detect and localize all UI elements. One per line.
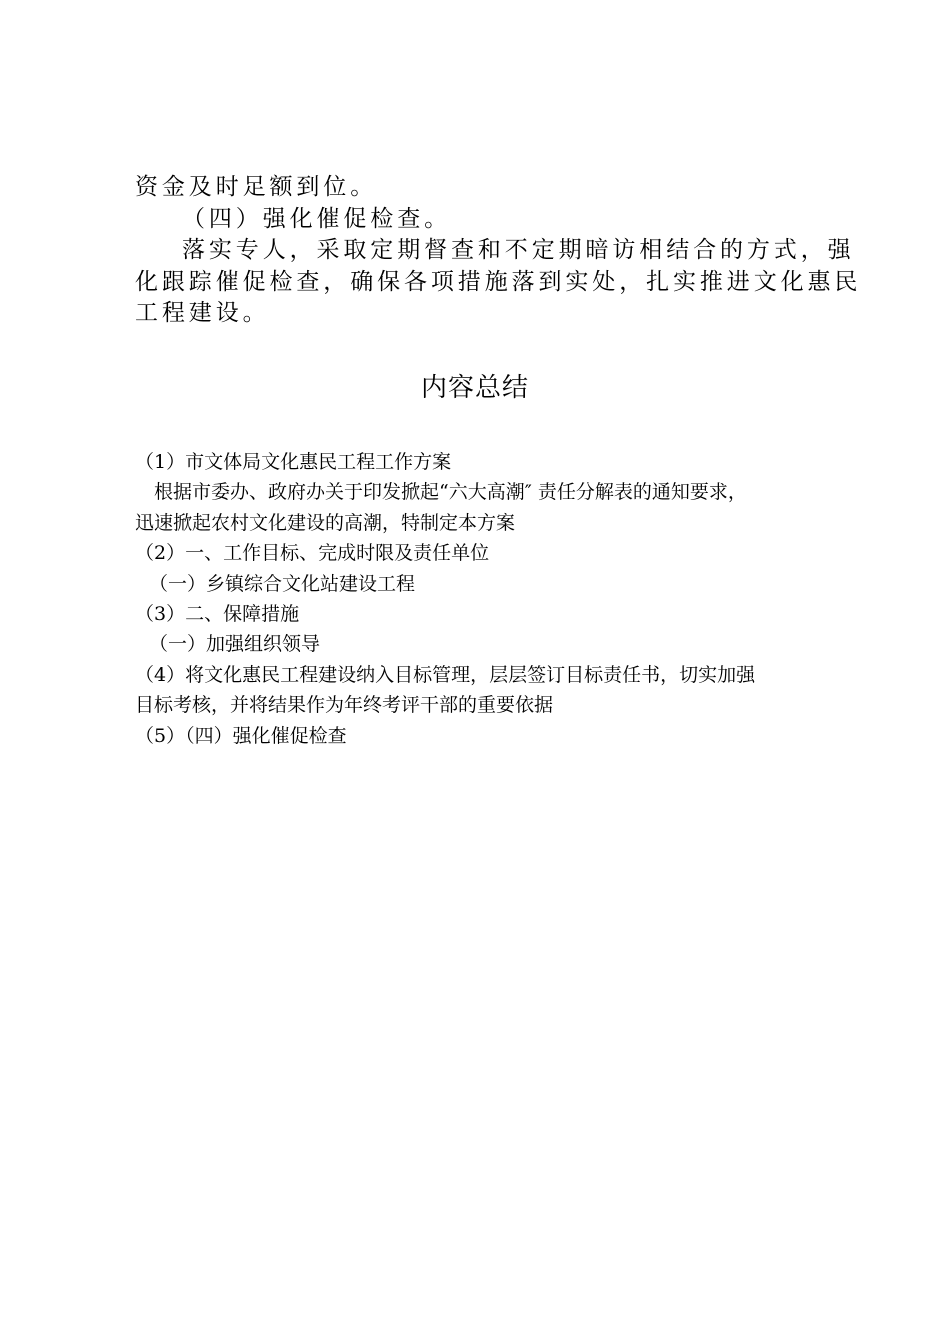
summary-title: 内容总结 [420,373,529,403]
summary-item: （4）将文化惠民工程建设纳入目标管理，层层签订目标责任书，切实加强 [135,663,756,686]
summary-item: （1）市文体局文化惠民工程工作方案 [135,451,452,473]
body-paragraph-line: 工程建设。 [135,300,270,326]
summary-item: （一）加强组织领导 [149,633,321,656]
summary-item: 迅速掀起农村文化建设的高潮，特制定本方案 [135,511,516,534]
summary-item: （3）二、保障措施 [135,603,300,626]
summary-list [135,447,825,751]
body-paragraph-line: 资金及时足额到位。 [135,174,378,200]
summary-item: （2）一、工作目标、完成时限及责任单位 [135,542,490,565]
summary-item: 根据市委办、政府办关于印发掀起“六大高潮″ 责任分解表的通知要求， [154,481,747,504]
section-heading: （四）强化催促检查。 [182,205,451,232]
body-text-block [135,172,862,330]
summary-item: （5）（四）强化催促检查 [135,724,347,747]
body-paragraph-line: 落实专人，采取定期督查和不定期暗访相结合的方式，强 [182,237,855,263]
body-paragraph-line: 化跟踪催促检查，确保各项措施落到实处，扎实推进文化惠民 [135,268,862,295]
summary-item: （一）乡镇综合文化站建设工程 [149,572,416,595]
summary-item: 目标考核，并将结果作为年终考评干部的重要依据 [135,694,554,717]
